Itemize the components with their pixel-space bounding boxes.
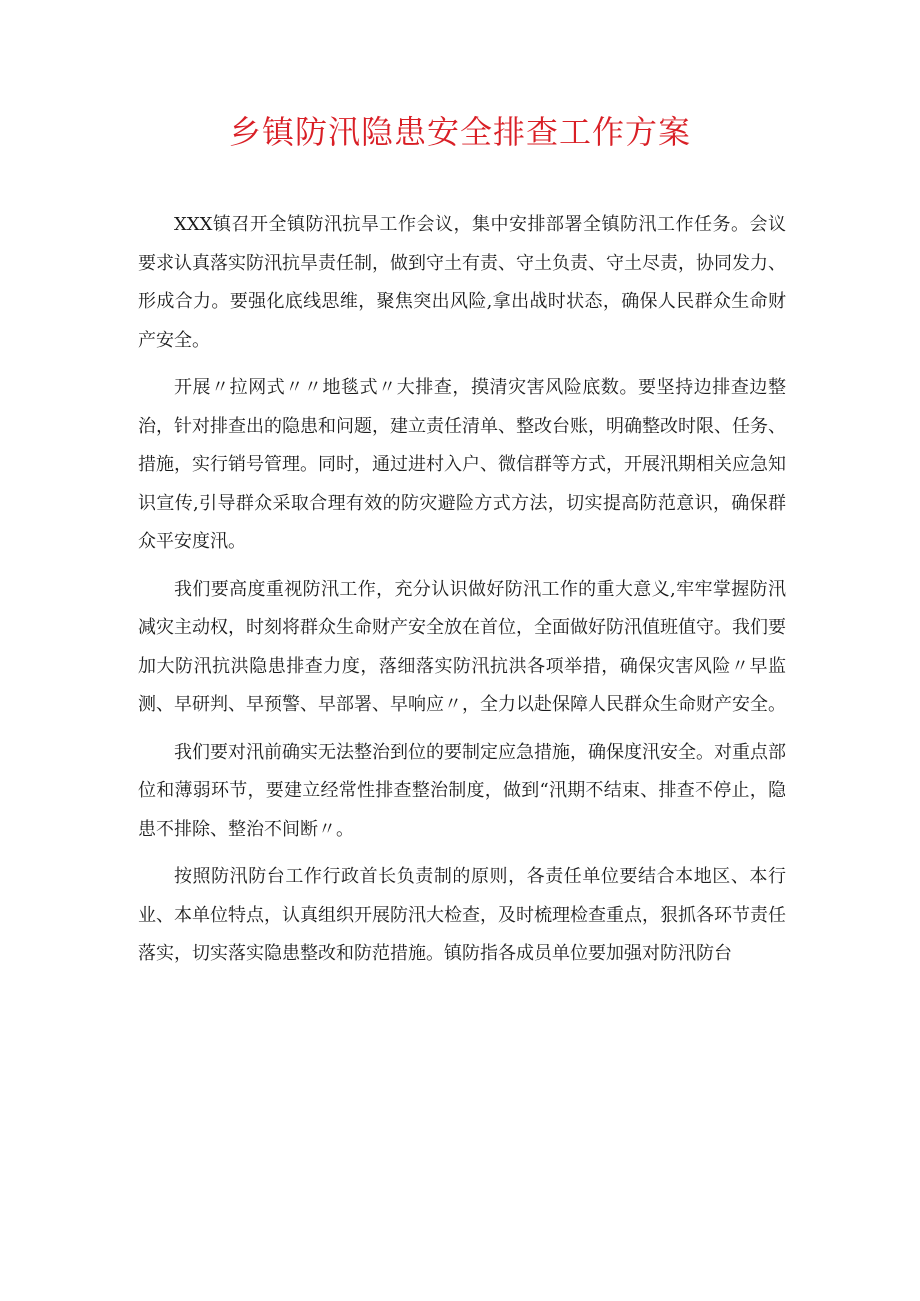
paragraph-1: XXX镇召开全镇防汛抗旱工作会议，集中安排部署全镇防汛工作任务。会议要求认真落实防汛抗旱责任制，做到守土有责、守土负责、守土尽责，协同发力、形成合力。要强化底线思维，聚焦突出风险,拿出战时状态，确保人民群众生命财产安全。 bbox=[138, 214, 786, 351]
document-body bbox=[138, 206, 786, 983]
paragraph-2: 开展〃拉网式〃〃地毯式〃大排查，摸清灾害风险底数。要坚持边排查边整治，针对排查出的隐患和问题，建立责任清单、整改台账，明确整改时限、任务、措施，实行销号管理。同时，通过进村入户、微信群等方式，开展汛期相关应急知识宣传,引导群众采取合理有效的防灾避险方式方法，切实提高防范意识，确保群众平安度汛。 bbox=[138, 377, 786, 552]
paragraph-4: 我们要对汛前确实无法整治到位的要制定应急措施，确保度汛安全。对重点部位和薄弱环节，要建立经常性排查整治制度，做到“汛期不结束、排查不停止，隐患不排除、整治不间断〃。 bbox=[138, 741, 786, 840]
document-title: 乡镇防汛隐患安全排查工作方案 bbox=[228, 113, 691, 151]
paragraph-3: 我们要高度重视防汛工作，充分认识做好防汛工作的重大意义,牢牢掌握防汛减灾主动权，时刻将群众生命财产安全放在首位，全面做好防汛值班值守。我们要加大防汛抗洪隐患排查力度，落细落实防汛抗洪各项举措，确保灾害风险〃早监测、早研判、早预警、早部署、早响应〃，全力以赴保障人民群众生命财产安全。 bbox=[138, 578, 786, 715]
paragraph-5: 按照防汛防台工作行政首长负责制的原则，各责任单位要结合本地区、本行业、本单位特点，认真组织开展防汛大检查，及时梳理检查重点，狠抓各环节责任落实，切实落实隐患整改和防范措施。镇防指各成员单位要加强对防汛防台 bbox=[138, 866, 786, 964]
